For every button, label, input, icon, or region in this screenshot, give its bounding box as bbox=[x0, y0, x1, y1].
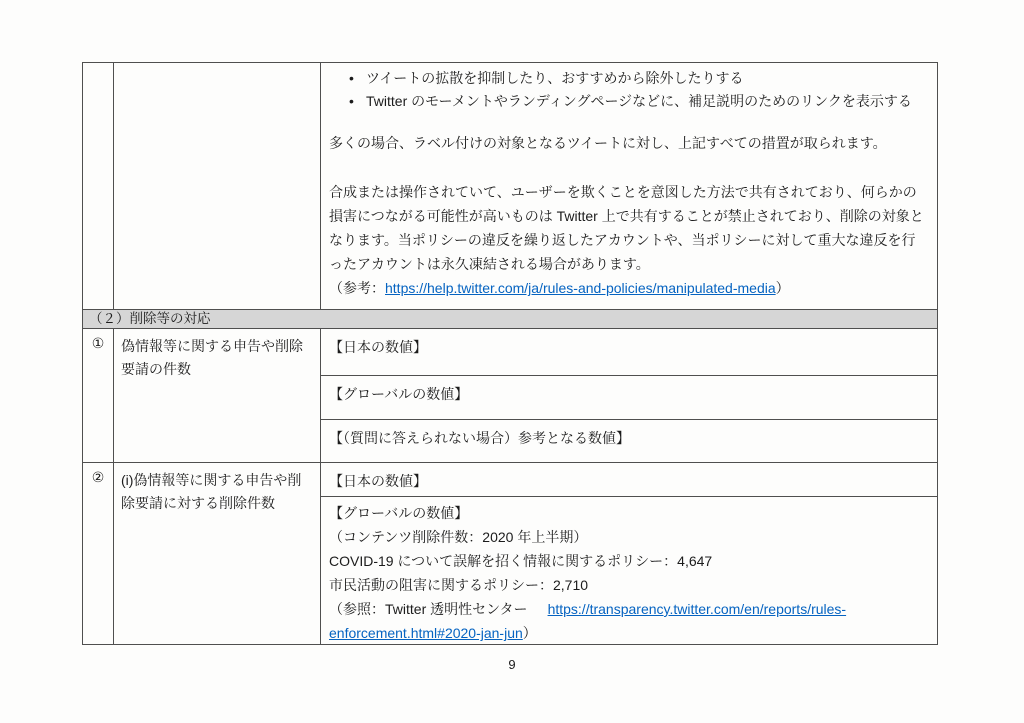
row-1-number: ① bbox=[83, 329, 114, 462]
row-1-cell-reference: 【（質問に答えられない場合）参考となる数値】 bbox=[321, 419, 937, 462]
transparency-link-line1: https://transparency.twitter.com/en/reports/rules- bbox=[547, 601, 847, 617]
transparency-link-line2: enforcement.html#2020-jan-jun bbox=[329, 625, 523, 641]
stat-civic: 市民活動の阻害に関するポリシー：2,710 bbox=[329, 577, 589, 593]
cell-continuation-content bbox=[321, 63, 937, 300]
manipulated-media-link[interactable]: https://help.twitter.com/ja/rules-and-policies/manipulated-media bbox=[385, 280, 776, 296]
cell-label-empty bbox=[114, 63, 321, 309]
page-number: 9 bbox=[508, 657, 516, 672]
row-2-number: ② bbox=[83, 463, 114, 645]
table-row-2 bbox=[83, 462, 937, 645]
table-row-continuation bbox=[83, 63, 937, 309]
stat-covid: COVID-19 について誤解を招く情報に関するポリシー：4,647 bbox=[329, 553, 713, 569]
paragraph-removal-policy: 合成または操作されていて、ユーザーを欺くことを意図した方法で共有されており、何らかの損害につながる可能性が高いものは Twitter 上で共有することが禁止されており、削除の対象となります。当ポリシーの違反を繰り返したアカウントや、当ポリシーに対して重大な違反を行ったアカウントは永久凍結される場合があります。 bbox=[329, 184, 924, 272]
paragraph-label-measures: 多くの場合、ラベル付けの対象となるツイートに対し、上記すべての措置が取られます。 bbox=[329, 135, 887, 151]
reference-line bbox=[329, 276, 929, 300]
transparency-reference-prefix: （参照：Twitter 透明性センター bbox=[329, 601, 528, 617]
bullet-item: • Twitter のモーメントやランディングページなどに、補足説明のためのリンクを表示する bbox=[366, 90, 929, 113]
table-row-1 bbox=[83, 328, 937, 462]
row-2-cell-japan: 【日本の数値】 bbox=[329, 473, 427, 489]
policy-table bbox=[82, 62, 938, 645]
measure-bullet-list bbox=[329, 67, 929, 113]
section-header-row bbox=[83, 309, 937, 328]
row-2-label: (i)偽情報等に関する申告や削除要請に対する削除件数 bbox=[114, 463, 321, 645]
cell-number-empty bbox=[83, 63, 114, 309]
transparency-reference-suffix: ） bbox=[522, 625, 537, 641]
row-1-cell-global: 【グローバルの数値】 bbox=[321, 375, 937, 420]
row-1-cell-japan: 【日本の数値】 bbox=[329, 339, 427, 355]
global-heading: 【グローバルの数値】 bbox=[329, 505, 469, 521]
bullet-item: • ツイートの拡散を抑制したり、おすすめから除外したりする bbox=[366, 67, 929, 90]
reference-suffix: ） bbox=[775, 280, 790, 296]
section-header-label: （２）削除等の対応 bbox=[89, 311, 211, 326]
transparency-reference-line bbox=[329, 597, 929, 645]
global-subheading: （コンテンツ削除件数：2020 年上半期） bbox=[329, 529, 588, 545]
reference-prefix: （参考： bbox=[329, 280, 385, 296]
row-2-cell-global bbox=[321, 496, 937, 645]
row-1-label: 偽情報等に関する申告や削除要請の件数 bbox=[114, 329, 321, 462]
